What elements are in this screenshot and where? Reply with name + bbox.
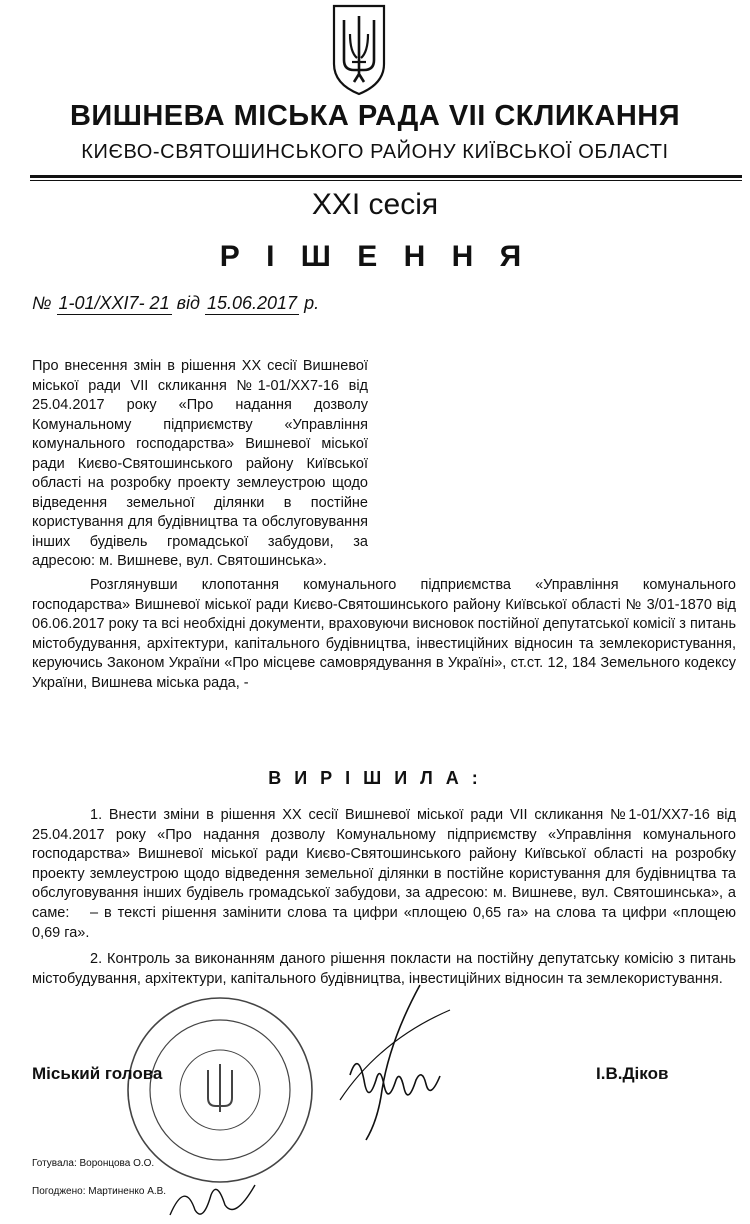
decision-date: 15.06.2017 <box>206 293 298 313</box>
header-rule-thick <box>30 175 742 178</box>
number-prefix: № <box>32 293 52 313</box>
date-from-label: від <box>176 293 200 313</box>
agreed-signature <box>165 1175 275 1224</box>
session-title: XXI сесія <box>311 188 439 221</box>
resolved-heading: В И Р І Ш И Л А : <box>268 768 482 788</box>
decision-number: 1-01/XXI7- 21 <box>58 293 170 313</box>
year-suffix: р. <box>304 293 320 313</box>
council-name: ВИШНЕВА МІСЬКА РАДА VII СКЛИКАННЯ <box>69 100 681 132</box>
decision-subject: Про внесення змін в рішення XX сесії Вишневої міської ради VII скликання №1-01/XX7-16 від 25.04.2017 року «Про надання дозволу Комунальному підприємству «Управління комунального господарства» Вишневої міської ради Києво-Святошинського району Київської області на розробку проекту землеустрою щодо відведення земельної ділянки в постійне користування для будівництва та обслуговування інших будівель громадської забудови, за адресою: м. Вишневе, вул. Святошинська». <box>32 358 368 569</box>
item-1-change-paragraph: – в тексті рішення замінити слова та цифри «площею 0,65 га» на слова та цифри «площею 0,69 га». <box>32 905 736 941</box>
preamble-paragraph: Розглянувши клопотання комунального підприємства «Управління комунального господарства» Вишневої міської ради Києво-Святошинського району Київської області № 3/01-1870 від 06.06.2017 року та всі необхідні документи, враховуючи висновок постійної депутатської комісії з питань містобудування, архітектури, капітального будівництва, інвестиційних відносин та землекористування, керуючись Законом України «Про місцеве самоврядування в Україні», ст.ст. 12, 184 Земельного кодексу України, Вишнева міська рада, - <box>32 577 736 691</box>
mayor-name: І.В.Діков <box>596 1064 669 1083</box>
document-title: Р І Ш Е Н Н Я <box>219 240 531 273</box>
district-name: КИЄВО-СВЯТОШИНСЬКОГО РАЙОНУ КИЇВСЬКОЇ ОБЛАСТІ <box>81 141 669 163</box>
header-rule-thin <box>30 180 742 181</box>
item-1-paragraph: 1. Внести зміни в рішення XX сесії Вишневої міської ради VII скликання №1-01/XX7-16 від 25.04.2017 року «Про надання дозволу Комунальному підприємству «Управління комунального господарства» Вишневої міської ради Києво-Святошинського району Київської області на розробку проекту землеустрою щодо відведення земельної ділянки в постійне користування для будівництва та обслуговування інших будівель громадської забудови, за адресою: м. Вишневе, вул. Святошинська», а саме: <box>32 807 736 921</box>
tryzub-icon <box>330 4 388 96</box>
mayor-position: Міський голова <box>32 1064 163 1083</box>
prepared-by: Готувала: Воронцова О.О. <box>32 1158 155 1169</box>
decision-number-line <box>32 293 319 315</box>
mayor-signature <box>320 980 460 1150</box>
agreed-by: Погоджено: Мартиненко А.В. <box>32 1186 167 1197</box>
item-2-paragraph: 2. Контроль за виконанням даного рішення покласти на постійну депутатську комісію з питань містобудування, архітектури, капітального будівництва, інвестиційних відносин та землекористування. <box>32 951 736 987</box>
